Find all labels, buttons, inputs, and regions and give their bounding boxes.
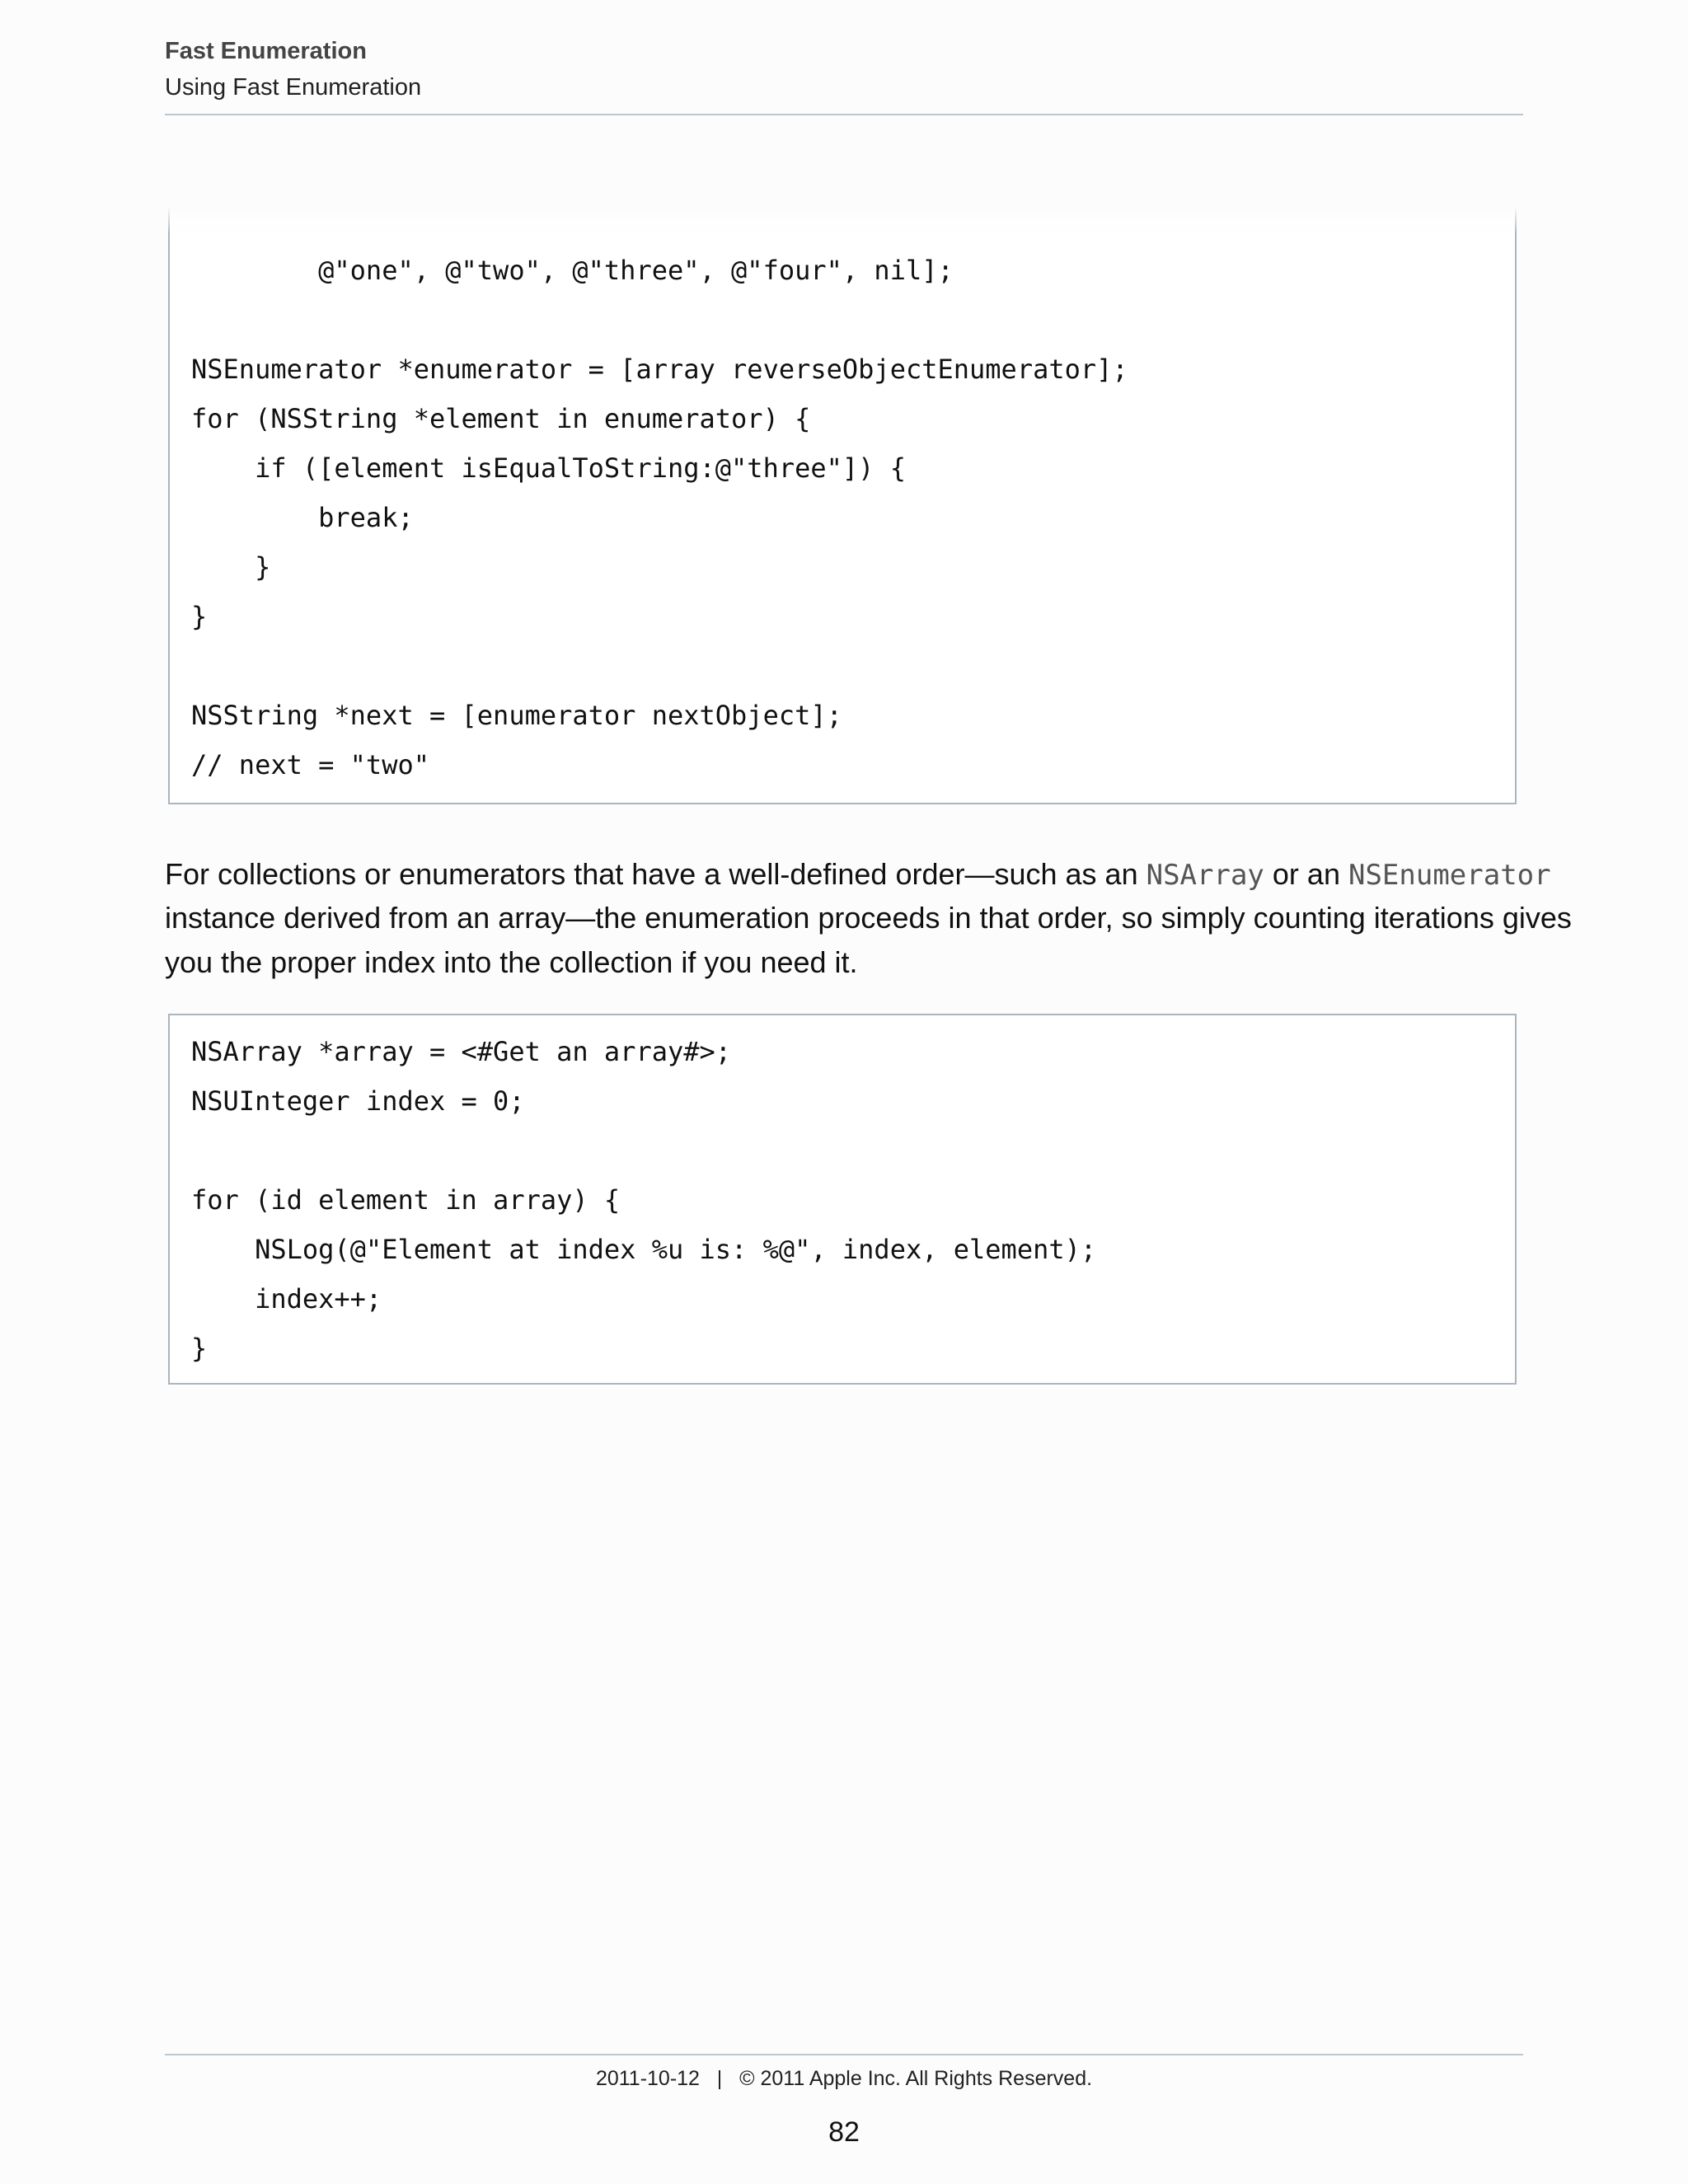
code-line: } <box>191 1333 208 1364</box>
paragraph-text: For collections or enumerators that have a well-defined order—such as an <box>165 857 1146 891</box>
code-line: NSLog(@"Element at index %u is: %@", index, element); <box>191 1234 1097 1265</box>
code-comment-line: // next = "two" <box>191 749 429 780</box>
paragraph-line-2: instance derived from an array—the enumeration proceeds in that order, so simply counting iterations gives <box>165 901 1572 935</box>
code-line: } <box>191 551 271 583</box>
code-line: @"one", @"two", @"three", @"four", nil]; <box>191 255 954 286</box>
code-line: index++; <box>191 1283 382 1315</box>
footer-divider <box>165 2054 1523 2055</box>
page-number: 82 <box>828 2116 860 2148</box>
code-line: for (id element in array) { <box>191 1184 621 1216</box>
code-line: NSEnumerator *enumerator = [array reverseObjectEnumerator]; <box>191 354 1128 385</box>
code-line: NSString *next = [enumerator nextObject]; <box>191 700 842 731</box>
paragraph-line-3: you the proper index into the collection if you need it. <box>165 945 858 979</box>
paragraph-text: or an <box>1264 857 1348 891</box>
code-listing-index-counting <box>168 1014 1517 1385</box>
code-line: for (NSString *element in enumerator) { <box>191 403 811 434</box>
chapter-title: Fast Enumeration <box>165 38 367 64</box>
code-line: NSUInteger index = 0; <box>191 1085 525 1117</box>
inline-code-nsenumerator: NSEnumerator <box>1348 859 1551 892</box>
code-line: NSArray *array = <#Get an array#>; <box>191 1036 732 1067</box>
code-line: } <box>191 601 208 632</box>
code-line: break; <box>191 502 414 533</box>
inline-code-nsarray: NSArray <box>1146 859 1264 892</box>
page-break-fade <box>165 124 1523 234</box>
copyright-notice: 2011-10-12 | © 2011 Apple Inc. All Rights Reserved. <box>595 2067 1093 2090</box>
paragraph-line-1 <box>165 857 1551 893</box>
code-line: if ([element isEqualToString:@"three"]) { <box>191 452 906 484</box>
header-divider <box>165 114 1523 115</box>
section-title: Using Fast Enumeration <box>165 74 422 101</box>
